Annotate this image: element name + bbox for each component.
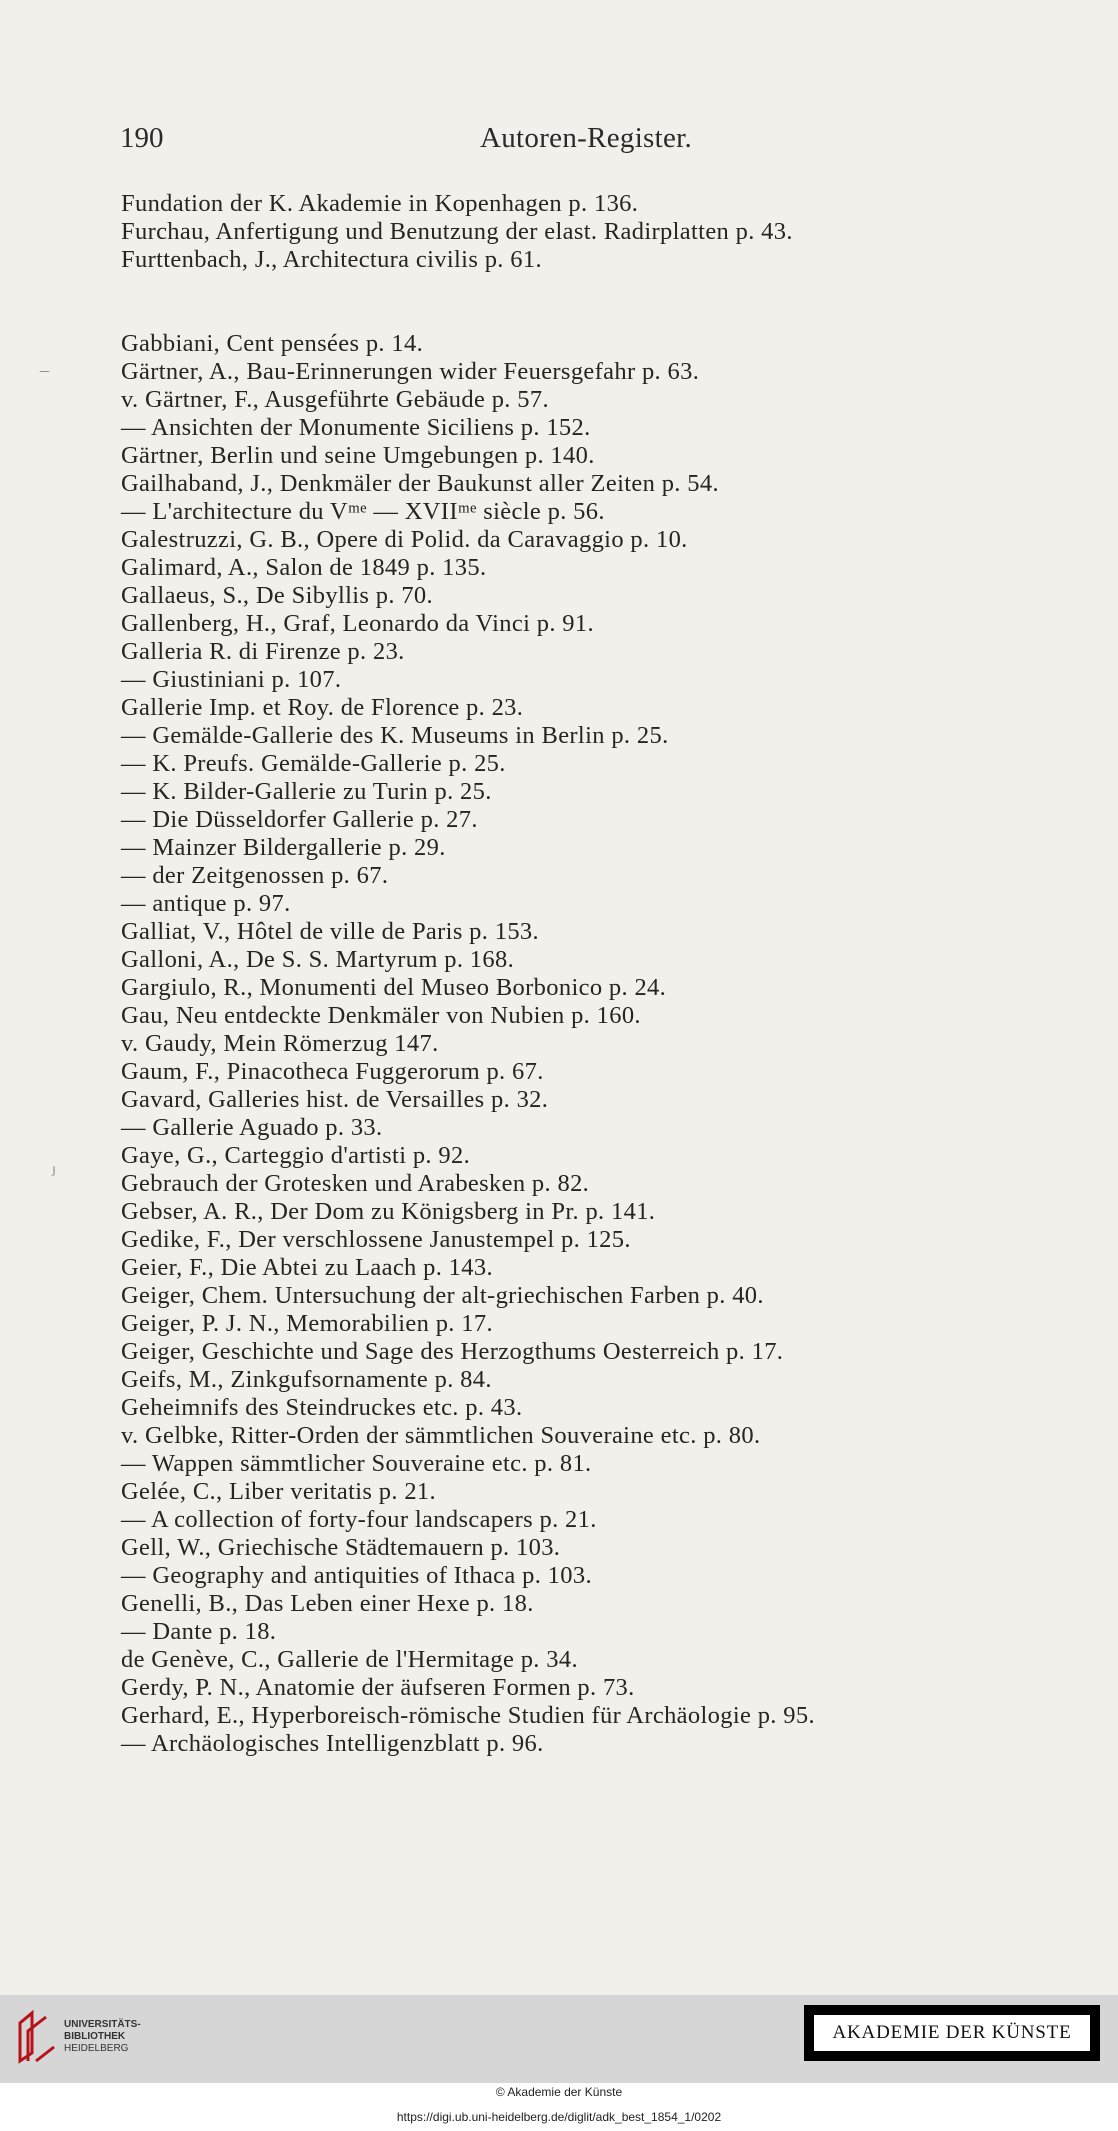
page-title: Autoren-Register.	[480, 122, 693, 154]
index-entry: — A collection of forty-four landscapers p. 21.	[121, 1506, 597, 1533]
index-entry: — der Zeitgenossen p. 67.	[121, 862, 389, 889]
akademie-badge[interactable]	[804, 2005, 1100, 2061]
library-name-line3: HEIDELBERG	[64, 2043, 129, 2054]
footer-band	[0, 1995, 1118, 2083]
library-name	[64, 2019, 141, 2055]
index-entry: Gallenberg, H., Graf, Leonardo da Vinci p. 91.	[121, 610, 594, 637]
copyright-notice: © Akademie der Künste	[495, 2085, 623, 2099]
index-entry: Gerdy, P. N., Anatomie der äufseren Formen p. 73.	[121, 1674, 635, 1701]
library-name-line1: UNIVERSITÄTS-	[64, 2019, 141, 2030]
index-entry: Gallerie Imp. et Roy. de Florence p. 23.	[121, 694, 524, 721]
index-entry: — Die Düsseldorfer Gallerie p. 27.	[121, 806, 478, 833]
index-entry: Gelée, C., Liber veritatis p. 21.	[121, 1478, 436, 1505]
index-entry: Gerhard, E., Hyperboreisch-römische Studien für Archäologie p. 95.	[121, 1702, 815, 1729]
index-entry: — Gemälde-Gallerie des K. Museums in Berlin p. 25.	[121, 722, 669, 749]
margin-mark: ȷ	[52, 1162, 56, 1177]
index-entry: Genelli, B., Das Leben einer Hexe p. 18.	[121, 1590, 534, 1617]
index-entry: Gau, Neu entdeckte Denkmäler von Nubien p. 160.	[121, 1002, 641, 1029]
index-entry: v. Gelbke, Ritter-Orden der sämmtlichen Souveraine etc. p. 80.	[121, 1422, 761, 1449]
index-entry: Gargiulo, R., Monumenti del Museo Borbonico p. 24.	[121, 974, 667, 1001]
index-entry: — Gallerie Aguado p. 33.	[121, 1114, 383, 1141]
index-entry: Gavard, Galleries hist. de Versailles p. 32.	[121, 1086, 549, 1113]
index-entry: Galimard, A., Salon de 1849 p. 135.	[121, 554, 487, 581]
index-entry: Geier, F., Die Abtei zu Laach p. 143.	[121, 1254, 493, 1281]
index-entry: Gedike, F., Der verschlossene Janustempel p. 125.	[121, 1226, 631, 1253]
page-header	[120, 122, 720, 162]
index-group	[121, 190, 1021, 274]
index-entry: Galleria R. di Firenze p. 23.	[121, 638, 405, 665]
index-entry: Furttenbach, J., Architectura civilis p. 61.	[121, 246, 542, 273]
library-emblem-icon	[14, 2009, 58, 2067]
index-entry: — antique p. 97.	[121, 890, 291, 917]
index-entry: Furchau, Anfertigung und Benutzung der elast. Radirplatten p. 43.	[121, 218, 793, 245]
index-entry: Gaye, G., Carteggio d'artisti p. 92.	[121, 1142, 471, 1169]
index-entry: — L'architecture du Vᵐᵉ — XVIIᵐᵉ siècle p. 56.	[121, 498, 605, 525]
university-library-logo[interactable]	[14, 2009, 214, 2069]
index-entry: Galloni, A., De S. S. Martyrum p. 168.	[121, 946, 515, 973]
index-entry: de Genève, C., Gallerie de l'Hermitage p. 34.	[121, 1646, 578, 1673]
index-entry: Geiger, Geschichte und Sage des Herzogthums Oesterreich p. 17.	[121, 1338, 784, 1365]
index-entry: Gebrauch der Grotesken und Arabesken p. 82.	[121, 1170, 590, 1197]
margin-dash-mark: –	[40, 360, 49, 380]
source-url[interactable]: https://digi.ub.uni-heidelberg.de/diglit/adk_best_1854_1/0202	[396, 2110, 722, 2124]
index-entry: Gallaeus, S., De Sibyllis p. 70.	[121, 582, 433, 609]
index-entry: — Archäologisches Intelligenzblatt p. 96.	[121, 1730, 544, 1757]
index-entry: Gärtner, A., Bau-Erinnerungen wider Feuersgefahr p. 63.	[121, 358, 700, 385]
author-index	[121, 190, 1021, 1758]
index-entry: — Giustiniani p. 107.	[121, 666, 342, 693]
index-group	[121, 330, 1021, 1758]
index-entry: Gailhaband, J., Denkmäler der Baukunst aller Zeiten p. 54.	[121, 470, 719, 497]
index-entry: Galestruzzi, G. B., Opere di Polid. da Caravaggio p. 10.	[121, 526, 688, 553]
index-entry: Galliat, V., Hôtel de ville de Paris p. 153.	[121, 918, 540, 945]
index-entry: Geifs, M., Zinkgufsornamente p. 84.	[121, 1366, 492, 1393]
index-entry: — Dante p. 18.	[121, 1618, 277, 1645]
index-entry: Gell, W., Griechische Städtemauern p. 103.	[121, 1534, 561, 1561]
index-entry: — Wappen sämmtlicher Souveraine etc. p. 81.	[121, 1450, 592, 1477]
index-entry: Gärtner, Berlin und seine Umgebungen p. 140.	[121, 442, 595, 469]
index-entry: Gabbiani, Cent pensées p. 14.	[121, 330, 424, 357]
page-number: 190	[120, 122, 164, 154]
index-entry: — Mainzer Bildergallerie p. 29.	[121, 834, 446, 861]
index-entry: v. Gärtner, F., Ausgeführte Gebäude p. 57.	[121, 386, 549, 413]
index-entry: Gebser, A. R., Der Dom zu Königsberg in Pr. p. 141.	[121, 1198, 656, 1225]
index-entry: v. Gaudy, Mein Römerzug 147.	[121, 1030, 439, 1057]
index-entry: Gaum, F., Pinacotheca Fuggerorum p. 67.	[121, 1058, 544, 1085]
index-entry: — Ansichten der Monumente Siciliens p. 152.	[121, 414, 591, 441]
index-entry: — Geography and antiquities of Ithaca p. 103.	[121, 1562, 592, 1589]
index-entry: — K. Preufs. Gemälde-Gallerie p. 25.	[121, 750, 506, 777]
index-entry: Geheimnifs des Steindruckes etc. p. 43.	[121, 1394, 523, 1421]
library-name-line2: BIBLIOTHEK	[64, 2031, 126, 2042]
index-entry: Geiger, P. J. N., Memorabilien p. 17.	[121, 1310, 493, 1337]
index-entry: Geiger, Chem. Untersuchung der alt-griechischen Farben p. 40.	[121, 1282, 764, 1309]
akademie-badge-label: AKADEMIE DER KÜNSTE	[814, 2015, 1090, 2051]
index-entry: Fundation der K. Akademie in Kopenhagen p. 136.	[121, 190, 639, 217]
index-entry: — K. Bilder-Gallerie zu Turin p. 25.	[121, 778, 492, 805]
